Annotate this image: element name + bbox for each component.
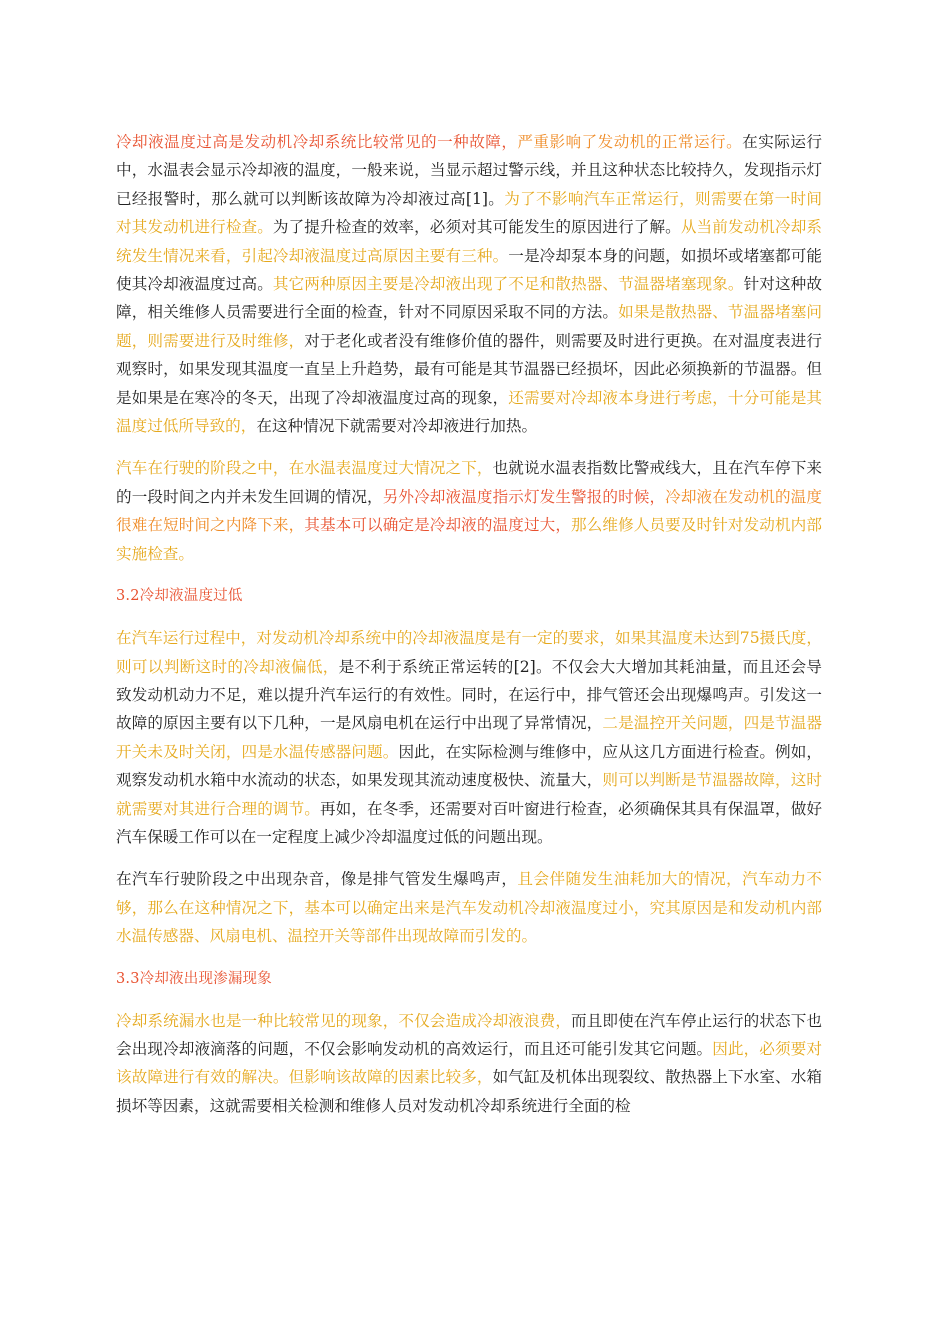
text-segment: 其它两种原因主要是冷却液出现了不足和散热器、节温器堵塞现象。 <box>272 275 744 294</box>
text-segment: 为了不影响汽车正常运行，则需要在第一时间对其发动机进行检查。 <box>116 189 822 237</box>
text-segment: 也就说水温表指数比警戒线大，且在汽车停下来的一段时间之内并未发生回调的情况， <box>116 459 822 506</box>
text-segment: 严重影响了发动机的正常运行。 <box>517 133 743 151</box>
text-segment: 一是冷却泵本身的问题，如损坏或堵塞都可能使其冷却液温度过高。 <box>116 246 822 294</box>
section-heading-3-3: 3.3冷却液出现渗漏现象 <box>116 970 272 987</box>
text-segment: 对于老化或者没有维修价值的器件，则需要及时进行更换。在对温度表进行观察时，如果发现其温度一直呈上升趋势，最有可能是其节温器已经损坏，因此必须换新的节温器。但是如果是在寒冷的冬天，出现了冷却液温度过高的现象， <box>116 331 822 407</box>
paragraph-leakage <box>116 1007 822 1121</box>
text-segment: 在汽车运行过程中，对发动机冷却系统中的冷却液温度是有一定的要求，如果其温度未达到75摄氏度，则可以判断这时的冷却液偏低， <box>116 629 822 676</box>
text-segment: 因此，必须要对该故障进行有效的解决。但影响该故障的因素比较多， <box>116 1039 822 1087</box>
text-segment: 还需要对冷却液本身进行考虑，十分可能是其温度过低所导致的， <box>116 388 822 436</box>
text-segment: 针对这种故障，相关维修人员需要进行全面的检查，针对不同原因采取不同的方法。 <box>116 275 822 322</box>
paragraph-driving-noise <box>116 865 822 950</box>
text-segment: 如气缸及机体出现裂纹、散热器上下水室、水箱损坏等因素，这就需要相关检测和维修人员对发动机冷却系统进行全面的检 <box>116 1068 822 1115</box>
text-segment: 在实际运行中，水温表会显示冷却液的温度，一般来说，当显示超过警示线，并且这种状态比较持久，发现指示灯已经报警时，那么就可以判断该故障为冷却液过高[1]。 <box>116 133 822 208</box>
text-segment: 如果是散热器、节温器堵塞问题，则需要进行及时维修， <box>116 303 822 350</box>
text-segment: 另外冷却液温度指示灯发生警报的时候， <box>382 487 666 506</box>
text-segment: 则可以判断是节温器故障，这时就需要对其进行合理的调节。 <box>116 771 822 818</box>
paragraph-low-temperature <box>116 624 822 851</box>
text-segment: 冷却液温度过高是发动机冷却系统比较常见的一种故障， <box>116 133 518 151</box>
text-segment: 为了提升检查的效率，必须对其可能发生的原因进行了解。 <box>272 218 681 237</box>
text-segment: 是不利于系统正常运转的[2]。不仅会大大增加其耗油量，而且还会导致发动机动力不足，难以提升汽车运行的有效性。同时，在运行中，排气管还会出现爆鸣声。引发这一故障的原因主要有以下几种，一是风扇电机在运行中出现了异常情况， <box>116 657 822 733</box>
document-page <box>116 128 822 1120</box>
text-segment: 其基本可以确定是冷却液的温度过大， <box>304 516 572 535</box>
text-segment: 二是温控开关问题，四是节温器开关未及时关闭，四是水温传感器问题。 <box>116 714 822 761</box>
text-segment: 且会伴随发生油耗加大的情况，汽车动力不够，那么在这种情况之下，基本可以确定出来是汽车发动机冷却液温度过小，究其原因是和发动机内部水温传感器、风扇电机、温控开关等部件出现故障而引发的。 <box>116 870 822 946</box>
paragraph-overheating <box>116 128 822 440</box>
text-segment: 冷却液在发动机的温度很难在短时间之内降下来， <box>116 487 822 535</box>
text-segment: 从当前发动机冷却系统发生情况来看，引起冷却液温度过高原因主要有三种。 <box>116 218 822 265</box>
text-segment: 再如，在冬季，还需要对百叶窗进行检查，必须确保其具有保温罩，做好汽车保暖工作可以在一定程度上减少冷却温度过低的问题出现。 <box>116 799 822 846</box>
text-segment: 因此，在实际检测与维修中，应从这几方面进行检查。例如，观察发动机水箱中水流动的状态，如果发现其流动速度极快、流量大， <box>116 742 822 790</box>
text-segment: 而且即使在汽车停止运行的状态下也会出现冷却液滴落的问题，不仅会影响发动机的高效运行，而且还可能引发其它问题。 <box>116 1011 822 1058</box>
text-segment: 汽车在行驶的阶段之中，在水温表温度过大情况之下， <box>116 459 493 478</box>
text-segment: 冷却系统漏水也是一种比较常见的现象，不仅会造成冷却液浪费， <box>116 1011 572 1030</box>
paragraph-driving-overheat <box>116 454 822 568</box>
text-segment: 那么维修人员要及时针对发动机内部实施检查。 <box>116 516 822 563</box>
text-segment: 在汽车行驶阶段之中出现杂音，像是排气管发生爆鸣声， <box>116 870 518 889</box>
section-heading-3-2: 3.2冷却液温度过低 <box>116 588 243 605</box>
text-segment: 在这种情况下就需要对冷却液进行加热。 <box>256 417 538 436</box>
